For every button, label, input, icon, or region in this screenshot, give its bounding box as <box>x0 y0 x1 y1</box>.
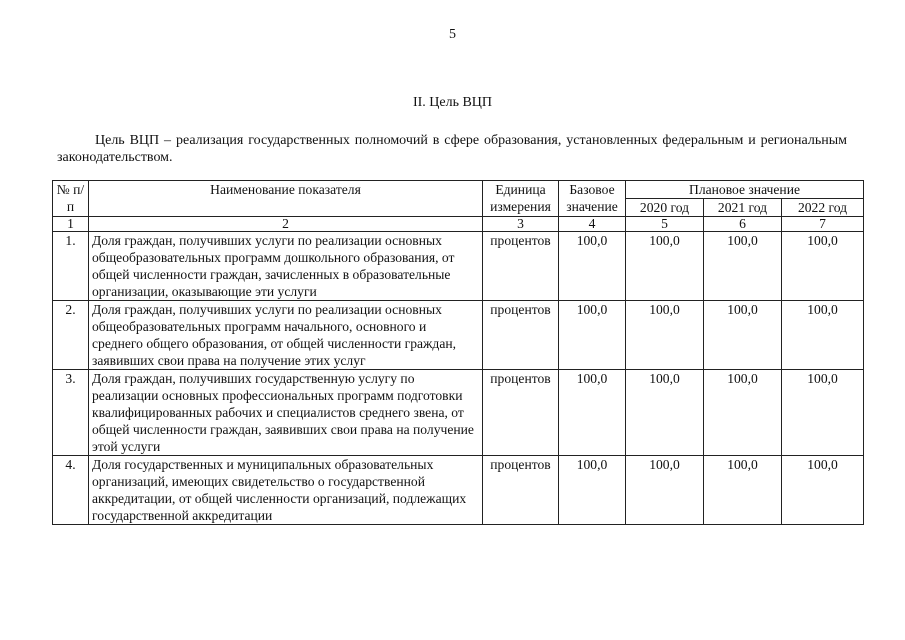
page-number: 5 <box>449 27 456 42</box>
unit-value: процентов <box>483 456 559 525</box>
indicator-name: Доля граждан, получивших государственную услугу по реализации основных профессиональных программ подготовки квалифицированных рабочих и специалистов среднего звена, от общей численности граждан, заявивших свои права на получение этой услуги <box>89 370 483 456</box>
value-2020: 100,0 <box>626 370 704 456</box>
indicator-name: Доля граждан, получивших услуги по реализации основных общеобразовательных программ дошкольного образования, от общей численности граждан, зачисленных в образовательные организации, оказывающие эти услуги <box>89 232 483 301</box>
header-num: № п/п <box>53 181 89 217</box>
row-number: 1. <box>53 232 89 301</box>
value-2022: 100,0 <box>782 232 864 301</box>
header-year-2020: 2020 год <box>626 199 704 217</box>
table-row <box>53 232 864 301</box>
row-number: 4. <box>53 456 89 525</box>
table-row <box>53 301 864 370</box>
unit-value: процентов <box>483 301 559 370</box>
value-2022: 100,0 <box>782 301 864 370</box>
indicator-name: Доля государственных и муниципальных образовательных организаций, имеющих свидетельство о государственной аккредитации, от общей численности организаций, подлежащих государственной аккредитации <box>89 456 483 525</box>
column-number: 3 <box>483 217 559 232</box>
base-value: 100,0 <box>559 301 626 370</box>
header-base: Базовое значение <box>559 181 626 217</box>
goal-paragraph: Цель ВЦП – реализация государственных полномочий в сфере образования, установленных федеральным и региональным законодательством. <box>57 133 847 165</box>
base-value: 100,0 <box>559 456 626 525</box>
header-year-2021: 2021 год <box>704 199 782 217</box>
value-2022: 100,0 <box>782 370 864 456</box>
value-2020: 100,0 <box>626 456 704 525</box>
table-row <box>53 456 864 525</box>
section-title: II. Цель ВЦП <box>412 95 493 110</box>
indicator-name: Доля граждан, получивших услуги по реализации основных общеобразовательных программ начального, основного и среднего общего образования, от общей численности граждан, заявивших свои права на получение этих услуг <box>89 301 483 370</box>
column-number: 1 <box>53 217 89 232</box>
header-name: Наименование показателя <box>89 181 483 217</box>
header-planned: Плановое значение <box>626 181 864 199</box>
row-number: 2. <box>53 301 89 370</box>
column-number: 7 <box>782 217 864 232</box>
column-number-row <box>53 217 864 232</box>
row-number: 3. <box>53 370 89 456</box>
value-2020: 100,0 <box>626 301 704 370</box>
indicators-table <box>52 180 864 525</box>
value-2021: 100,0 <box>704 301 782 370</box>
unit-value: процентов <box>483 232 559 301</box>
header-unit: Единица измерения <box>483 181 559 217</box>
header-row-1 <box>53 181 864 199</box>
table-row <box>53 370 864 456</box>
value-2022: 100,0 <box>782 456 864 525</box>
base-value: 100,0 <box>559 370 626 456</box>
value-2021: 100,0 <box>704 370 782 456</box>
unit-value: процентов <box>483 370 559 456</box>
column-number: 6 <box>704 217 782 232</box>
value-2020: 100,0 <box>626 232 704 301</box>
value-2021: 100,0 <box>704 456 782 525</box>
header-year-2022: 2022 год <box>782 199 864 217</box>
column-number: 2 <box>89 217 483 232</box>
column-number: 4 <box>559 217 626 232</box>
value-2021: 100,0 <box>704 232 782 301</box>
base-value: 100,0 <box>559 232 626 301</box>
column-number: 5 <box>626 217 704 232</box>
